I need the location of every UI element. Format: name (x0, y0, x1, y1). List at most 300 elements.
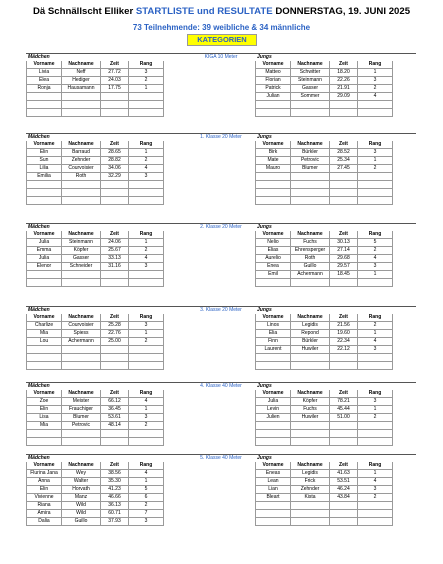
time-cell (330, 430, 358, 437)
last-name-cell (291, 101, 330, 108)
first-name-cell: Julia (26, 239, 62, 246)
column-header: Rang (358, 314, 393, 321)
first-name-cell (26, 197, 62, 204)
boys-label: Jungs (257, 383, 272, 389)
table-row (255, 406, 393, 414)
first-name-cell: Lian (255, 486, 291, 493)
time-cell: 22.34 (330, 338, 358, 345)
table-row (255, 422, 393, 430)
column-header: Zeit (101, 61, 129, 68)
table-row (255, 109, 393, 117)
category-title: 4. Klasse 40 Meter (200, 383, 242, 389)
time-cell (330, 518, 358, 525)
category-title: 2. Klasse 20 Meter (200, 224, 242, 230)
rank-cell: 2 (129, 502, 164, 509)
time-cell (330, 189, 358, 196)
first-name-cell: Elea (26, 77, 62, 84)
time-cell: 22.12 (330, 346, 358, 353)
time-cell: 25.67 (101, 247, 129, 254)
rank-cell: 3 (358, 149, 393, 156)
rank-cell (129, 362, 164, 369)
table-row (255, 470, 393, 478)
first-name-cell: Emil (255, 271, 291, 278)
column-header: Nachname (291, 61, 330, 68)
time-cell: 38.56 (101, 470, 129, 477)
last-name-cell (62, 354, 101, 361)
rank-cell: 3 (129, 263, 164, 270)
table-row (26, 414, 164, 422)
rank-cell: 4 (129, 398, 164, 405)
rank-cell (358, 518, 393, 525)
time-cell: 36.45 (101, 406, 129, 413)
category-section (26, 133, 416, 179)
time-cell: 66.12 (101, 398, 129, 405)
table-row (26, 189, 164, 197)
table-row (26, 85, 164, 93)
girls-table (26, 61, 164, 117)
first-name-cell: Julian (255, 93, 291, 100)
rank-cell (129, 189, 164, 196)
last-name-cell: Köpfer (291, 398, 330, 405)
title-event: Dä Schnällscht Elliker (32, 6, 134, 17)
last-name-cell: Wild (62, 510, 101, 517)
first-name-cell (26, 109, 62, 116)
first-name-cell: Sun (26, 157, 62, 164)
rank-cell (358, 422, 393, 429)
time-cell: 37.93 (101, 518, 129, 525)
rank-cell: 1 (358, 157, 393, 164)
table-row (26, 239, 164, 247)
table-row (26, 101, 164, 109)
last-name-cell: Schwitter (291, 69, 330, 76)
first-name-cell: Levin (255, 406, 291, 413)
table-row (255, 101, 393, 109)
last-name-cell: Courvoisier (62, 165, 101, 172)
rank-cell (358, 354, 393, 361)
category-title: 5. Klasse 40 Meter (200, 455, 242, 461)
first-name-cell: Bleart (255, 494, 291, 501)
girls-table (26, 141, 164, 205)
last-name-cell (291, 518, 330, 525)
first-name-cell: Laurent (255, 346, 291, 353)
table-row (26, 173, 164, 181)
table-row (255, 255, 393, 263)
column-header: Nachname (291, 231, 330, 238)
first-name-cell (255, 502, 291, 509)
category-header-row (26, 223, 416, 231)
column-header: Nachname (62, 231, 101, 238)
boys-label: Jungs (257, 224, 272, 230)
first-name-cell (255, 181, 291, 188)
column-header: Rang (358, 390, 393, 397)
time-cell: 24.06 (101, 239, 129, 246)
time-cell: 21.91 (330, 85, 358, 92)
category-header-row (26, 133, 416, 141)
time-cell: 18.45 (330, 271, 358, 278)
rank-cell (358, 279, 393, 286)
first-name-cell: Elenor (26, 263, 62, 270)
table-row (26, 362, 164, 370)
last-name-cell: Steinmann (291, 77, 330, 84)
rank-cell: 4 (358, 478, 393, 485)
rank-cell: 7 (129, 510, 164, 517)
last-name-cell: Blumer (291, 165, 330, 172)
rank-cell: 1 (358, 330, 393, 337)
rank-cell: 1 (129, 149, 164, 156)
first-name-cell (26, 271, 62, 278)
column-header: Zeit (101, 314, 129, 321)
column-header: Vorname (255, 390, 291, 397)
time-cell: 29.57 (330, 263, 358, 270)
rank-cell (129, 181, 164, 188)
column-header: Nachname (291, 141, 330, 148)
girls-label: Mädchen (28, 383, 50, 389)
first-name-cell: Mate (255, 157, 291, 164)
table-row (255, 346, 393, 354)
last-name-cell: Guillo (62, 518, 101, 525)
last-name-cell (62, 271, 101, 278)
rank-cell (358, 362, 393, 369)
boys-table (255, 231, 393, 287)
table-row (26, 255, 164, 263)
column-header: Zeit (101, 390, 129, 397)
rank-cell (129, 279, 164, 286)
first-name-cell (255, 189, 291, 196)
last-name-cell: Courvoisier (62, 322, 101, 329)
column-header: Nachname (291, 314, 330, 321)
table-row (26, 181, 164, 189)
column-header: Zeit (330, 462, 358, 469)
table-row (26, 149, 164, 157)
column-header: Zeit (101, 231, 129, 238)
last-name-cell: Roth (62, 173, 101, 180)
rank-cell: 2 (129, 157, 164, 164)
last-name-cell: Fuchs (291, 239, 330, 246)
rank-cell (129, 101, 164, 108)
first-name-cell: Matteo (255, 69, 291, 76)
time-cell: 30.13 (330, 239, 358, 246)
time-cell: 18.20 (330, 69, 358, 76)
rank-cell: 3 (129, 173, 164, 180)
table-row (255, 149, 393, 157)
table-row (255, 494, 393, 502)
column-header: Vorname (26, 462, 62, 469)
last-name-cell: Achermann (62, 338, 101, 345)
last-name-cell (291, 438, 330, 445)
table-header-row (255, 314, 393, 322)
first-name-cell: Zoe (26, 398, 62, 405)
first-name-cell: Patrick (255, 85, 291, 92)
table-row (255, 510, 393, 518)
last-name-cell: Wey (62, 470, 101, 477)
rank-cell: 3 (129, 414, 164, 421)
category-header-row (26, 306, 416, 314)
time-cell (330, 362, 358, 369)
column-header: Zeit (330, 61, 358, 68)
column-header: Nachname (291, 462, 330, 469)
first-name-cell: Mia (26, 330, 62, 337)
rank-cell: 3 (129, 69, 164, 76)
rank-cell: 1 (358, 69, 393, 76)
time-cell: 25.00 (101, 338, 129, 345)
rank-cell (358, 173, 393, 180)
time-cell: 46.24 (330, 486, 358, 493)
last-name-cell: Barraud (62, 149, 101, 156)
time-cell: 45.44 (330, 406, 358, 413)
table-row (255, 157, 393, 165)
rank-cell: 4 (129, 470, 164, 477)
category-section (26, 306, 416, 352)
table-row (255, 330, 393, 338)
first-name-cell: Elia (255, 330, 291, 337)
rank-cell: 5 (129, 486, 164, 493)
table-row (26, 494, 164, 502)
column-header: Nachname (62, 141, 101, 148)
first-name-cell (26, 279, 62, 286)
first-name-cell: Julia (255, 398, 291, 405)
time-cell: 48.14 (101, 422, 129, 429)
time-cell (330, 109, 358, 116)
rank-cell (129, 197, 164, 204)
rank-cell: 3 (358, 346, 393, 353)
last-name-cell (291, 510, 330, 517)
page-title (0, 6, 443, 17)
time-cell: 27.72 (101, 69, 129, 76)
time-cell: 33.13 (101, 255, 129, 262)
category-header-row (26, 53, 416, 61)
rank-cell: 3 (358, 398, 393, 405)
last-name-cell: Legidis (291, 470, 330, 477)
time-cell: 53.61 (101, 414, 129, 421)
title-list: STARTLISTE und RESULTATE (135, 6, 273, 17)
first-name-cell: Emma (26, 247, 62, 254)
last-name-cell: Frauchiger (62, 406, 101, 413)
table-row (255, 438, 393, 446)
table-row (26, 263, 164, 271)
table-row (26, 486, 164, 494)
first-name-cell (26, 101, 62, 108)
table-row (255, 197, 393, 205)
rank-cell (129, 109, 164, 116)
rank-cell (129, 346, 164, 353)
last-name-cell: Frick (291, 478, 330, 485)
first-name-cell: Mauro (255, 165, 291, 172)
rank-cell (358, 430, 393, 437)
last-name-cell (62, 362, 101, 369)
boys-label: Jungs (257, 455, 272, 461)
category-title: 1. Klasse 20 Meter (200, 134, 242, 140)
last-name-cell: Repond (291, 330, 330, 337)
first-name-cell: Charlize (26, 322, 62, 329)
last-name-cell (291, 430, 330, 437)
time-cell (101, 438, 129, 445)
last-name-cell: Neff (62, 69, 101, 76)
table-header-row (255, 61, 393, 69)
first-name-cell: Birk (255, 149, 291, 156)
column-header: Vorname (26, 61, 62, 68)
time-cell: 27.45 (330, 165, 358, 172)
table-row (255, 354, 393, 362)
last-name-cell (291, 181, 330, 188)
column-header: Vorname (255, 231, 291, 238)
column-header: Vorname (26, 390, 62, 397)
first-name-cell (26, 93, 62, 100)
table-row (26, 197, 164, 205)
last-name-cell: Roth (291, 255, 330, 262)
time-cell (330, 422, 358, 429)
rank-cell: 2 (129, 422, 164, 429)
column-header: Nachname (62, 314, 101, 321)
rank-cell: 2 (358, 165, 393, 172)
column-header: Rang (358, 141, 393, 148)
last-name-cell: Gasser (291, 85, 330, 92)
first-name-cell: Emilia (26, 173, 62, 180)
time-cell (330, 279, 358, 286)
time-cell (330, 510, 358, 517)
first-name-cell (26, 438, 62, 445)
last-name-cell: Manz (62, 494, 101, 501)
rank-cell (358, 101, 393, 108)
rank-cell (129, 93, 164, 100)
category-section (26, 53, 416, 99)
rank-cell (129, 430, 164, 437)
last-name-cell: Spiess (62, 330, 101, 337)
table-row (255, 478, 393, 486)
time-cell: 27.14 (330, 247, 358, 254)
rank-cell (358, 109, 393, 116)
girls-label: Mädchen (28, 455, 50, 461)
rank-cell: 3 (358, 263, 393, 270)
last-name-cell: Fuchs (291, 406, 330, 413)
rank-cell: 2 (129, 338, 164, 345)
first-name-cell (255, 279, 291, 286)
table-header-row (26, 231, 164, 239)
table-row (26, 346, 164, 354)
boys-label: Jungs (257, 134, 272, 140)
time-cell (101, 430, 129, 437)
last-name-cell: Petrovic (62, 422, 101, 429)
table-row (26, 354, 164, 362)
column-header: Nachname (291, 390, 330, 397)
time-cell (330, 101, 358, 108)
girls-label: Mädchen (28, 307, 50, 313)
column-header: Zeit (330, 141, 358, 148)
last-name-cell: Meister (62, 398, 101, 405)
rank-cell (358, 438, 393, 445)
column-header: Vorname (26, 141, 62, 148)
column-header: Rang (129, 390, 164, 397)
time-cell: 31.16 (101, 263, 129, 270)
table-header-row (255, 390, 393, 398)
first-name-cell: Lisa (26, 414, 62, 421)
category-title: KIGA 10 Meter (204, 54, 238, 60)
table-row (255, 247, 393, 255)
column-header: Rang (129, 61, 164, 68)
table-row (26, 510, 164, 518)
time-cell: 25.34 (330, 157, 358, 164)
last-name-cell: Schneider (62, 263, 101, 270)
time-cell (330, 197, 358, 204)
table-header-row (26, 61, 164, 69)
last-name-cell: Legidis (291, 322, 330, 329)
table-row (255, 165, 393, 173)
last-name-cell (62, 279, 101, 286)
rank-cell (358, 510, 393, 517)
rank-cell: 1 (129, 239, 164, 246)
time-cell (101, 354, 129, 361)
column-header: Rang (129, 231, 164, 238)
time-cell: 60.71 (101, 510, 129, 517)
first-name-cell (255, 109, 291, 116)
table-row (255, 263, 393, 271)
time-cell (101, 109, 129, 116)
time-cell (330, 173, 358, 180)
rank-cell: 1 (129, 85, 164, 92)
rank-cell: 4 (358, 255, 393, 262)
last-name-cell: Bürkler (291, 149, 330, 156)
last-name-cell: Zehnder (291, 486, 330, 493)
last-name-cell (291, 189, 330, 196)
last-name-cell (291, 502, 330, 509)
table-row (26, 422, 164, 430)
last-name-cell (62, 438, 101, 445)
rank-cell: 6 (129, 494, 164, 501)
first-name-cell: Mia (26, 422, 62, 429)
table-row (26, 430, 164, 438)
last-name-cell: Horvath (62, 486, 101, 493)
first-name-cell (26, 430, 62, 437)
rank-cell (129, 438, 164, 445)
table-header-row (255, 462, 393, 470)
first-name-cell (26, 354, 62, 361)
table-row (26, 93, 164, 101)
time-cell: 22.76 (101, 330, 129, 337)
table-row (26, 518, 164, 526)
column-header: Rang (358, 61, 393, 68)
rank-cell (358, 181, 393, 188)
time-cell (330, 181, 358, 188)
last-name-cell (62, 430, 101, 437)
table-header-row (26, 141, 164, 149)
first-name-cell (26, 189, 62, 196)
last-name-cell: Walter (62, 478, 101, 485)
column-header: Vorname (255, 61, 291, 68)
first-name-cell (255, 438, 291, 445)
first-name-cell: Vivienne (26, 494, 62, 501)
rank-cell (129, 271, 164, 278)
first-name-cell: Flurina Jana (26, 470, 62, 477)
first-name-cell (26, 181, 62, 188)
girls-label: Mädchen (28, 54, 50, 60)
column-header: Zeit (330, 390, 358, 397)
categories-badge: KATEGORIEN (187, 34, 257, 46)
rank-cell: 4 (358, 93, 393, 100)
girls-table (26, 231, 164, 287)
last-name-cell: Gasser (62, 255, 101, 262)
table-row (255, 77, 393, 85)
last-name-cell: Blumer (62, 414, 101, 421)
rank-cell: 2 (358, 247, 393, 254)
last-name-cell (62, 93, 101, 100)
boys-table (255, 314, 393, 370)
first-name-cell: Elin (26, 149, 62, 156)
last-name-cell: Kista (291, 494, 330, 501)
table-row (255, 362, 393, 370)
girls-table (26, 390, 164, 446)
last-name-cell: Sommer (291, 93, 330, 100)
first-name-cell: Lean (255, 478, 291, 485)
column-header: Zeit (330, 231, 358, 238)
